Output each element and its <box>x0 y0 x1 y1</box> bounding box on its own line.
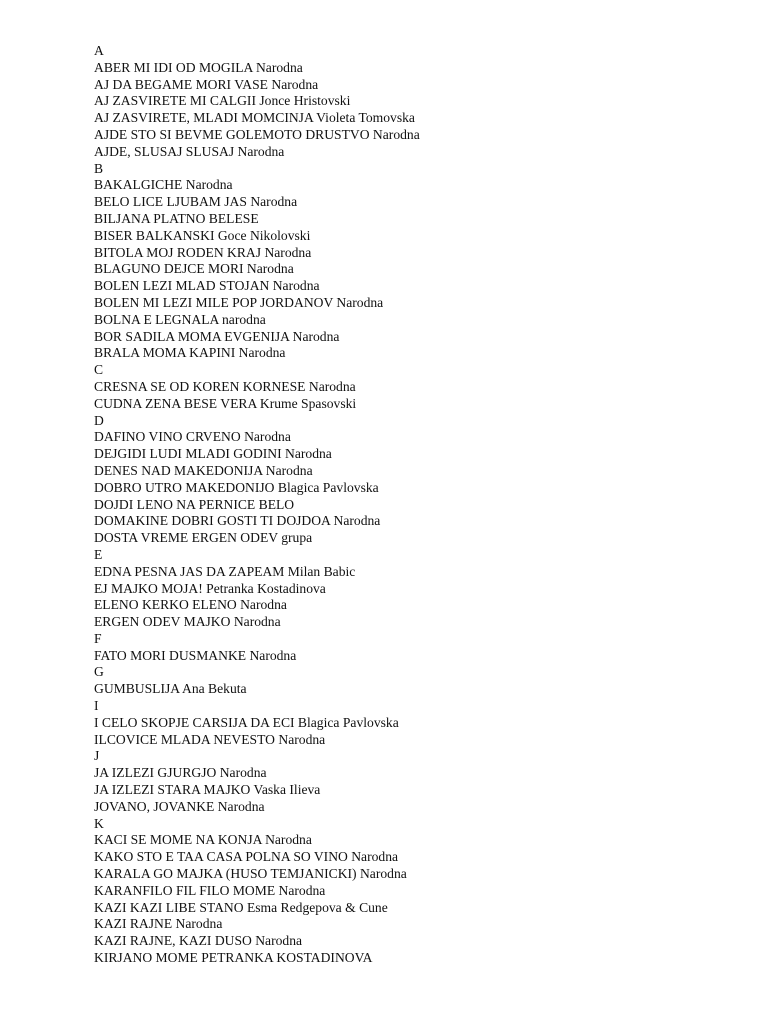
section-letter: E <box>94 546 103 562</box>
song-entry: KAKO STO E TAA CASA POLNA SO VINO Narodna <box>94 849 399 865</box>
song-entry: CUDNA ZENA BESE VERA Krume Spasovski <box>94 395 357 411</box>
section-letter: I <box>94 698 99 714</box>
song-entry: FATO MORI DUSMANKE Narodna <box>94 647 297 663</box>
song-entry: ILCOVICE MLADA NEVESTO Narodna <box>94 731 326 747</box>
song-entry: CRESNA SE OD KOREN KORNESE Narodna <box>94 378 356 394</box>
song-entry: KAZI RAJNE, KAZI DUSO Narodna <box>94 933 303 949</box>
song-entry: BOR SADILA MOMA EVGENIJA Narodna <box>94 328 340 344</box>
song-entry: KAZI KAZI LIBE STANO Esma Redgepova & Cune <box>94 899 388 915</box>
song-entry: DOJDI LENO NA PERNICE BELO <box>94 496 295 512</box>
song-entry: DENES NAD MAKEDONIJA Narodna <box>94 462 313 478</box>
song-entry: BOLNA E LEGNALA narodna <box>94 311 266 327</box>
song-entry: BITOLA MOJ RODEN KRAJ Narodna <box>94 244 312 260</box>
song-entry: AJ ZASVIRETE MI CALGII Jonce Hristovski <box>94 93 351 109</box>
song-entry: BAKALGICHE Narodna <box>94 177 233 193</box>
song-entry: BOLEN MI LEZI MILE POP JORDANOV Narodna <box>94 294 384 310</box>
song-entry: I CELO SKOPJE CARSIJA DA ECI Blagica Pavlovska <box>94 714 399 730</box>
section-letter: K <box>94 815 104 831</box>
song-entry: JOVANO, JOVANKE Narodna <box>94 798 265 814</box>
song-list <box>94 43 734 967</box>
section-letter: D <box>94 412 104 428</box>
section-letter: F <box>94 630 102 646</box>
song-entry: BOLEN LEZI MLAD STOJAN Narodna <box>94 278 320 294</box>
song-entry: DOMAKINE DOBRI GOSTI TI DOJDOA Narodna <box>94 513 381 529</box>
song-entry: ABER MI IDI OD MOGILA Narodna <box>94 59 303 75</box>
song-entry: KAZI RAJNE Narodna <box>94 916 223 932</box>
section-letter: G <box>94 664 104 680</box>
song-entry: ERGEN ODEV MAJKO Narodna <box>94 614 281 630</box>
song-entry: KACI SE MOME NA KONJA Narodna <box>94 832 312 848</box>
song-entry: BELO LICE LJUBAM JAS Narodna <box>94 194 298 210</box>
section-letter: J <box>94 748 100 764</box>
song-entry: KARANFILO FIL FILO MOME Narodna <box>94 882 326 898</box>
song-entry: AJDE STO SI BEVME GOLEMOTO DRUSTVO Narodna <box>94 126 420 142</box>
song-entry: BILJANA PLATNO BELESE <box>94 210 259 226</box>
song-entry: AJDE, SLUSAJ SLUSAJ Narodna <box>94 143 285 159</box>
song-entry: BRALA MOMA KAPINI Narodna <box>94 345 286 361</box>
section-letter: A <box>94 43 104 58</box>
song-entry: EDNA PESNA JAS DA ZAPEAM Milan Babic <box>94 563 356 579</box>
song-entry: GUMBUSLIJA Ana Bekuta <box>94 681 247 697</box>
song-entry: KIRJANO MOME PETRANKA KOSTADINOVA <box>94 950 373 966</box>
song-entry: BLAGUNO DEJCE MORI Narodna <box>94 261 294 277</box>
song-entry: DEJGIDI LUDI MLADI GODINI Narodna <box>94 446 332 462</box>
song-entry: DOBRO UTRO MAKEDONIJO Blagica Pavlovska <box>94 479 379 495</box>
song-entry: DOSTA VREME ERGEN ODEV grupa <box>94 530 313 546</box>
song-entry: AJ ZASVIRETE, MLADI MOMCINJA Violeta Tomovska <box>94 110 415 126</box>
song-entry: ELENO KERKO ELENO Narodna <box>94 597 287 613</box>
song-entry: BISER BALKANSKI Goce Nikolovski <box>94 227 311 243</box>
section-letter: C <box>94 362 104 378</box>
song-entry: DAFINO VINO CRVENO Narodna <box>94 429 291 445</box>
song-entry: JA IZLEZI STARA MAJKO Vaska Ilieva <box>94 782 321 798</box>
song-entry: JA IZLEZI GJURGJO Narodna <box>94 765 267 781</box>
song-entry: KARALA GO MAJKA (HUSO TEMJANICKI) Narodna <box>94 866 407 882</box>
song-entry: EJ MAJKO MOJA! Petranka Kostadinova <box>94 580 326 596</box>
song-entry: AJ DA BEGAME MORI VASE Narodna <box>94 76 319 92</box>
section-letter: B <box>94 160 104 176</box>
